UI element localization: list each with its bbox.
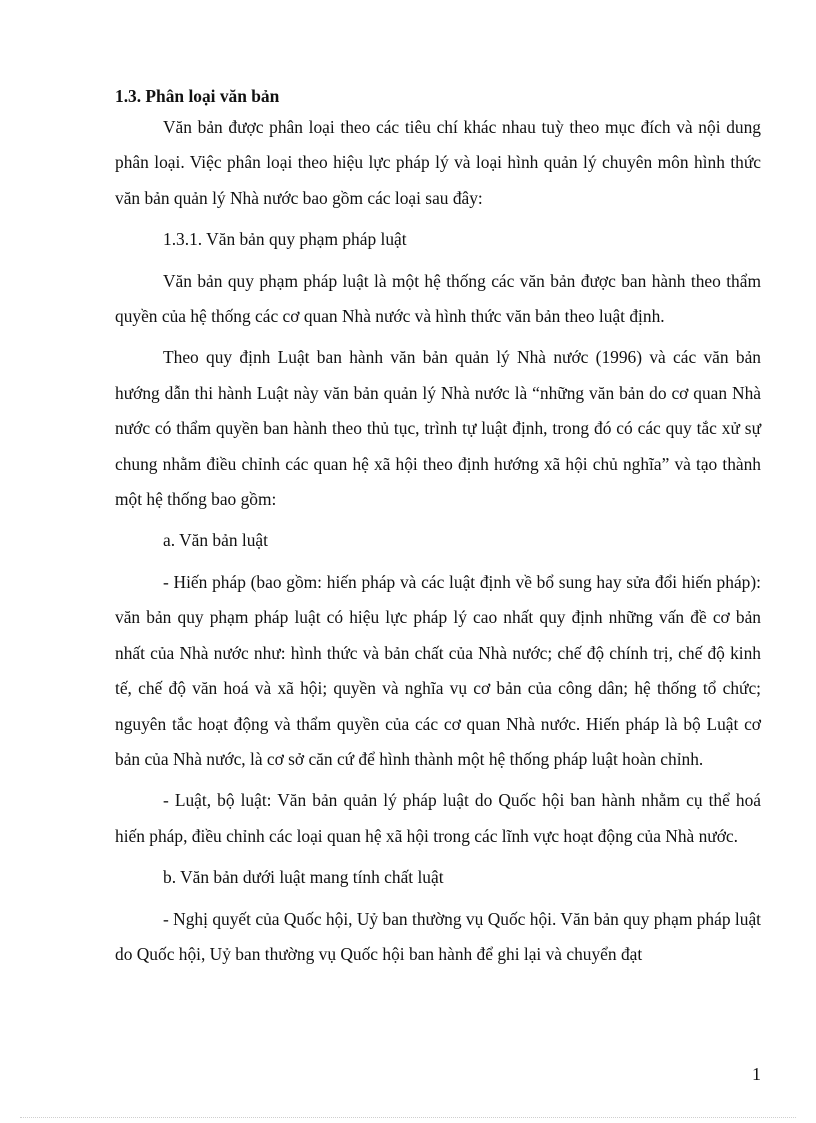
page-bottom-divider [20, 1117, 796, 1118]
definition-paragraph: Văn bản quy phạm pháp luật là một hệ thống các văn bản được ban hành theo thẩm quyền của hệ thống các cơ quan Nhà nước và hình thức văn bản theo luật định. [115, 270, 761, 327]
page-number: 1 [752, 1064, 761, 1084]
list-item-b-title: b. Văn bản dưới luật mang tính chất luật [163, 867, 444, 888]
constitution-paragraph: - Hiến pháp (bao gồm: hiến pháp và các luật định về bổ sung hay sửa đổi hiến pháp): văn bản quy phạm pháp luật có hiệu lực pháp lý cao nhất quy định những vấn đề cơ bản nhất của Nhà nước như: hình thức và bản chất của Nhà nước; chế độ chính trị, chế độ kinh tế, chế độ văn hoá và xã hội; quyền và nghĩa vụ cơ bản của công dân; hệ thống tổ chức; nguyên tắc hoạt động và thẩm quyền của các cơ quan Nhà nước. Hiến pháp là bộ Luật cơ bản của Nhà nước, là cơ sở căn cứ để hình thành một hệ thống pháp luật hoàn chỉnh. [115, 571, 761, 769]
section-heading: 1.3. Phân loại văn bản [115, 86, 280, 106]
document-body [115, 82, 761, 978]
intro-paragraph: Văn bản được phân loại theo các tiêu chí khác nhau tuỳ theo mục đích và nội dung phân loại. Việc phân loại theo hiệu lực pháp lý và loại hình quản lý chuyên môn hình thức văn bản quản lý Nhà nước bao gồm các loại sau đây: [115, 117, 761, 208]
resolution-paragraph: - Nghị quyết của Quốc hội, Uỷ ban thường vụ Quốc hội. Văn bản quy phạm pháp luật do Quốc hội, Uỷ ban thường vụ Quốc hội ban hành để ghi lại và chuyển đạt [115, 908, 761, 964]
regulation-paragraph: Theo quy định Luật ban hành văn bản quản lý Nhà nước (1996) và các văn bản hướng dẫn thi hành Luật này văn bản quản lý Nhà nước là “những văn bản do cơ quan Nhà nước có thẩm quyền ban hành theo thủ tục, trình tự luật định, trong đó có các quy tắc xử sự chung nhằm điều chỉnh các quan hệ xã hội theo định hướng xã hội chủ nghĩa” và tạo thành một hệ thống bao gồm: [115, 347, 761, 510]
subsection-title: 1.3.1. Văn bản quy phạm pháp luật [163, 229, 407, 250]
law-paragraph: - Luật, bộ luật: Văn bản quản lý pháp luật do Quốc hội ban hành nhằm cụ thể hoá hiến pháp, điều chỉnh các loại quan hệ xã hội trong các lĩnh vực hoạt động của Nhà nước. [115, 790, 761, 846]
list-item-a-title: a. Văn bản luật [163, 530, 268, 551]
